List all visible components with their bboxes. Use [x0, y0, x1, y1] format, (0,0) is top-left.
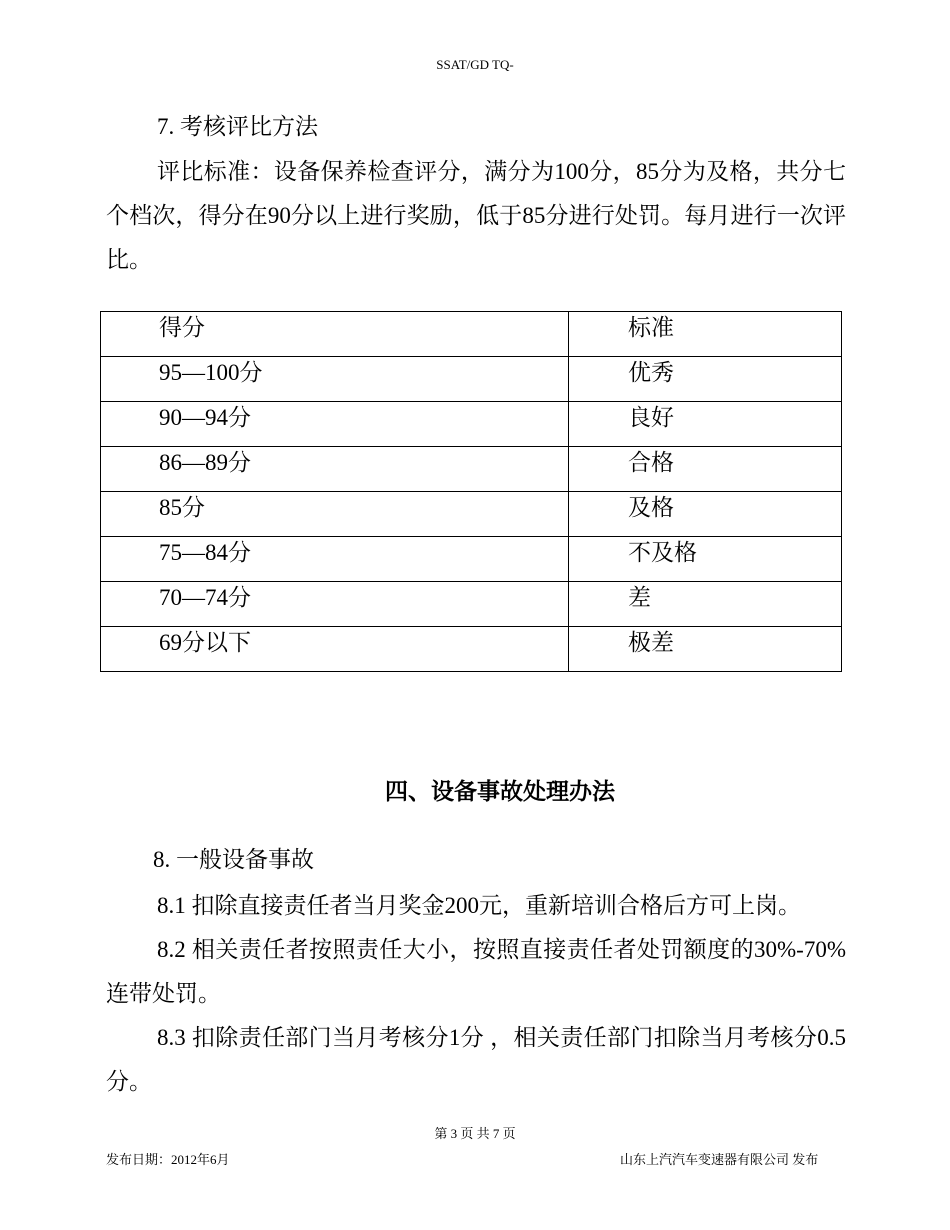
row-score: 69分以下	[101, 627, 569, 672]
row-standard: 合格	[569, 447, 842, 492]
page-number: 第 3 页 共 7 页	[434, 1126, 516, 1141]
row-score: 90—94分	[101, 402, 569, 447]
table-row	[101, 492, 842, 537]
table-header-row	[101, 312, 842, 357]
table-row	[101, 627, 842, 672]
row-score: 85分	[101, 492, 569, 537]
table-row	[101, 357, 842, 402]
score-table	[100, 311, 842, 672]
row-standard: 良好	[569, 402, 842, 447]
row-standard: 及格	[569, 492, 842, 537]
section-7-paragraph: 评比标准：设备保养检查评分，满分为100分，85分为及格，共分七个档次，得分在90分以上进行奖励，低于85分进行处罚。每月进行一次评比。	[106, 159, 846, 272]
row-score: 70—74分	[101, 582, 569, 627]
table-row	[101, 447, 842, 492]
doc-code-header: SSAT/GD TQ-	[436, 57, 514, 72]
row-standard: 差	[569, 582, 842, 627]
publish-date: 发布日期：2012年6月	[106, 1152, 230, 1167]
header-score: 得分	[101, 312, 569, 357]
row-score: 75—84分	[101, 537, 569, 582]
item-8-heading: 8. 一般设备事故	[153, 847, 314, 872]
table-row	[101, 402, 842, 447]
header-standard: 标准	[569, 312, 842, 357]
row-standard: 不及格	[569, 537, 842, 582]
table-row	[101, 582, 842, 627]
row-score: 86—89分	[101, 447, 569, 492]
row-score: 95—100分	[101, 357, 569, 402]
row-standard: 极差	[569, 627, 842, 672]
section-4-title: 四、设备事故处理办法	[385, 779, 615, 804]
section-7-heading: 7. 考核评比方法	[157, 114, 318, 139]
item-8-1: 8.1 扣除直接责任者当月奖金200元，重新培训合格后方可上岗。	[157, 893, 801, 918]
item-8-2: 8.2 相关责任者按照责任大小，按照直接责任者处罚额度的30%-70%连带处罚。	[106, 937, 846, 1006]
row-standard: 优秀	[569, 357, 842, 402]
table-row	[101, 537, 842, 582]
item-8-3: 8.3 扣除责任部门当月考核分1分 ，相关责任部门扣除当月考核分0.5分。	[106, 1025, 846, 1094]
publisher-company: 山东上汽汽车变速器有限公司 发布	[620, 1152, 819, 1167]
